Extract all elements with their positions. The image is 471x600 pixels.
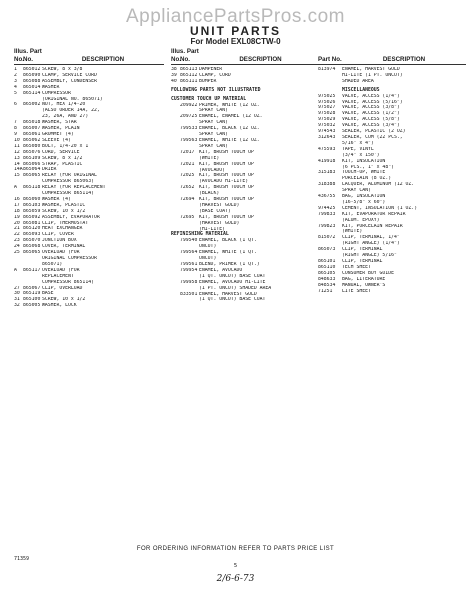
- part-description: COVER, TERMINAL: [42, 244, 86, 250]
- illus-number: 31: [14, 297, 20, 303]
- part-number: 436755: [318, 194, 336, 200]
- part-description: (HI-LITE): [199, 226, 225, 232]
- part-number: 419918: [318, 158, 336, 164]
- part-number: 71251: [318, 288, 333, 294]
- part-description: COMPRESSOR: [42, 90, 71, 96]
- part-description: (HARVEST GOLD): [199, 202, 240, 208]
- part-description: SPRAY CAN): [199, 108, 228, 114]
- part-description: (ALUM. EPOXY): [342, 217, 380, 223]
- part-description: BAG, INSULATION: [342, 194, 386, 200]
- illus-number: 21: [14, 226, 20, 232]
- part-description: SEALER, CUM (22 PCS.,: [342, 134, 403, 140]
- part-number: 799833: [318, 211, 336, 217]
- part-number: 833501: [180, 291, 198, 297]
- part-description: UNCUT): [199, 244, 217, 250]
- part-description: BUMPER: [199, 78, 217, 84]
- part-description: (BLACK): [199, 191, 220, 197]
- part-number: 318388: [318, 182, 336, 188]
- part-description: WASHER (4): [42, 196, 71, 202]
- part-number: 865005: [23, 303, 41, 309]
- part-number: 865065: [23, 173, 41, 179]
- part-number: 975027: [318, 105, 336, 111]
- part-number: 72694: [180, 197, 195, 203]
- part-number: 865064: [23, 167, 41, 173]
- illus-number: 38: [171, 67, 177, 72]
- part-description: ENAMEL, AVOCADO HI-LITE: [199, 279, 266, 285]
- description-header: DESCRIPTION: [81, 55, 125, 63]
- part-description: KIT, BRUSH TOUCH UP: [199, 197, 254, 203]
- section-heading: REFINISHING MATERIAL: [171, 232, 229, 238]
- ordering-footer: FOR ORDERING INFORMATION REFER TO PARTS PRICE LIST: [136, 546, 335, 552]
- part-no-header: No.: [180, 55, 190, 63]
- part-number: 865101: [318, 259, 336, 264]
- part-description: OVERLOAD (FOR: [42, 250, 80, 256]
- part-description: (1 QT. UNCUT) BASE COAT: [199, 297, 266, 303]
- part-number: 312643: [318, 134, 336, 140]
- parts-list: [171, 67, 322, 85]
- parts-list: [171, 103, 322, 233]
- illus-number: 20: [14, 220, 20, 226]
- part-description: REPLACEMENT: [42, 273, 74, 279]
- parts-list: [14, 67, 164, 309]
- part-description: SPRAY CAN): [342, 188, 371, 194]
- part-description: VALVE, ACCESS (5/16"): [342, 99, 403, 105]
- illus-number: 23: [14, 238, 20, 244]
- not-illustrated-note: FOLLOWING PARTS NOT ILLUSTRATED: [171, 87, 261, 93]
- part-description: JUNCTION BOX: [42, 238, 77, 244]
- illus-number: 6: [14, 102, 17, 108]
- part-description: SPRAY CAN): [199, 120, 228, 126]
- table-row: [171, 297, 322, 303]
- part-number: 865070: [23, 238, 41, 244]
- part-description: (ORIGINAL NO. 865071): [42, 96, 103, 102]
- part-description: MANUAL, OWNER'S: [342, 282, 386, 288]
- part-description: (ALSO ORDER 14A, 22,: [42, 108, 100, 114]
- part-number: 72017: [180, 149, 195, 155]
- part-description: NUT, HEX 1/4-20: [42, 102, 86, 108]
- part-description: DRIER: [42, 167, 57, 173]
- part-description: ENAMEL, BLACK (12 OZ.: [199, 126, 260, 132]
- illus-number: A: [14, 267, 17, 273]
- part-number: 865113: [180, 67, 198, 72]
- part-description: LITE SHEET: [342, 288, 371, 294]
- part-description: (1 PT. UNCUT) SHADED AREA: [199, 285, 272, 291]
- part-description: RELAY (FOR REPLACEMENT: [42, 185, 106, 191]
- no-header: No.: [14, 55, 24, 63]
- part-description: BLEND, PRIMER (1 QT.): [199, 262, 260, 267]
- document-code: 71359: [14, 556, 30, 562]
- illus-number: 25: [14, 250, 20, 256]
- part-description: KIT, BRUSH TOUCH UP: [199, 214, 254, 220]
- part-description: CEMENT, INSULATION (1 OZ.): [342, 205, 418, 211]
- illus-number: 40: [171, 78, 177, 84]
- part-description: ENAMEL, BLACK (1 QT.: [199, 238, 257, 244]
- part-description: KIT, EVAPORATOR REPAIR: [342, 211, 406, 217]
- part-description: ENAMEL, HARVEST GOLD: [199, 291, 257, 297]
- part-description: SCREW, 8 x 1/2: [42, 155, 83, 161]
- part-number: 865062: [23, 137, 41, 143]
- parts-column-2: [171, 48, 322, 303]
- part-description: CONSUMER BUY GUIDE: [342, 270, 394, 276]
- part-number: 813974: [318, 67, 336, 72]
- part-description: COMPRESSOR 865114): [42, 191, 94, 197]
- part-description: CLIP, OVERLOAD: [42, 285, 83, 291]
- part-number: 799563: [180, 137, 198, 143]
- part-description: RELAY (FOR ORIGINAL: [42, 173, 97, 179]
- part-description: CLIP, TERMINAL, 1/4": [342, 235, 400, 241]
- part-description: BAG, LITERATURE: [342, 276, 386, 282]
- description-header: DESCRIPTION: [239, 55, 282, 63]
- illus-number: 2: [14, 72, 17, 78]
- parts-column-1: [14, 48, 164, 309]
- part-number: 865120: [23, 226, 41, 232]
- part-number: 865117: [23, 267, 41, 273]
- part-number: 848534: [318, 282, 336, 288]
- page-subtitle: For Model EXL08CTW-0: [190, 37, 281, 46]
- illus-number: A: [14, 185, 17, 191]
- part-description: (WHITE): [199, 155, 220, 161]
- part-number: 865014: [23, 84, 41, 90]
- part-description: SHADED AREA: [342, 78, 374, 84]
- part-description: CORD, SERVICE: [42, 149, 80, 155]
- part-number: 865018: [23, 120, 41, 126]
- part-number: 865061: [23, 131, 41, 137]
- part-description: VALVE, ACCESS (1/4"): [342, 93, 400, 99]
- part-number: 865088: [23, 78, 41, 84]
- column-header: [171, 48, 322, 65]
- part-number: 865111: [180, 78, 198, 84]
- part-number: 865110: [318, 264, 336, 270]
- part-description: VALVE, ACCESS (3/8"): [342, 105, 400, 111]
- part-number: 865090: [23, 72, 41, 78]
- part-description: CLAMP, CORD: [199, 72, 231, 78]
- part-number: 848633: [318, 276, 336, 282]
- part-description: KIT, PORCELAIN REPAIR: [342, 223, 403, 229]
- part-number: 72021: [180, 161, 195, 167]
- section-heading: CUSTOMER TOUCH UP MATERIAL: [171, 96, 247, 102]
- illus-number: 16: [14, 196, 20, 202]
- part-description: COMPRESSOR 865114): [42, 279, 94, 285]
- part-description: ENAMEL, ENAMEL (12 OZ.: [199, 114, 263, 120]
- part-number: 799954: [180, 267, 198, 273]
- part-description: SCREW, 10 x 1/2: [42, 208, 86, 214]
- parts-column-3: [318, 48, 466, 294]
- part-description: ENAMEL, WHITE (1 QT.: [199, 250, 257, 256]
- part-number: 865073: [318, 247, 336, 253]
- part-description: 23, 26A, AND 27): [42, 114, 89, 120]
- part-number: 209922: [180, 102, 198, 108]
- part-description: BASE: [42, 291, 54, 297]
- part-description: VALVE, ACCESS (3/4"): [342, 123, 400, 129]
- part-description: DAMPENER: [199, 67, 223, 72]
- part-description: TAPE, VINYL: [342, 146, 374, 152]
- part-number: 865076: [23, 149, 41, 155]
- part-description: HEAT EXCHANGER: [42, 226, 83, 232]
- illus-number: 17: [14, 202, 20, 208]
- part-description: OVERLOAD (FOR: [42, 267, 80, 273]
- part-number: 865100: [23, 297, 41, 303]
- no-header: No.: [171, 55, 181, 63]
- illus-number: 13: [14, 155, 20, 161]
- part-number: 72025: [180, 173, 195, 179]
- part-description: (RIGHT ANGLE) (1/4"): [342, 241, 400, 247]
- part-number: 865119: [23, 291, 41, 297]
- part-number: 865012: [23, 67, 41, 72]
- part-description: CLAMP, SERVICE CORD: [42, 72, 97, 78]
- description-header: DESCRIPTION: [382, 55, 426, 63]
- part-number: 865114: [23, 90, 41, 96]
- part-number: 815072: [318, 235, 336, 241]
- part-description: CLIP, TERMINAL: [342, 259, 383, 264]
- part-number: 865118: [23, 185, 41, 191]
- handwritten-date: 2/6-6-73: [216, 574, 255, 584]
- table-row: [171, 79, 322, 85]
- part-number: 475593: [318, 146, 336, 152]
- part-number: 209725: [180, 114, 198, 120]
- part-description: STRAP, PLASTIC: [42, 161, 83, 167]
- column-header: [14, 48, 164, 65]
- part-number: [318, 79, 342, 85]
- part-number: 975032: [318, 123, 336, 129]
- part-description: (1 QT. UNCUT) BASE COAT: [199, 273, 266, 279]
- part-number: 799540: [180, 238, 198, 244]
- part-number: 974425: [318, 205, 336, 211]
- illus-number: 24: [14, 244, 20, 250]
- illus-part-header: Illus. Part: [14, 48, 42, 55]
- part-description: (RIGHT ANGLE) 5/16": [342, 253, 397, 259]
- part-number: 72652: [180, 185, 195, 191]
- part-number: 865066: [23, 161, 41, 167]
- illus-number: 10: [14, 137, 20, 143]
- part-description: GROMMET (4): [42, 131, 74, 137]
- part-number: 315183: [318, 170, 336, 176]
- part-number: 865059: [23, 208, 41, 214]
- part-description: CLIP, TERMINAL: [342, 247, 383, 253]
- illus-number: 9: [14, 131, 17, 137]
- illus-number: 32: [14, 303, 20, 309]
- part-description: SEALER, PLASTIC (2 OZ): [342, 129, 406, 135]
- part-description: WASHER: [42, 84, 60, 90]
- part-description: (3/4" x 150'): [342, 152, 380, 158]
- part-no-header: Part No.: [318, 55, 342, 63]
- part-description: 865071): [42, 261, 63, 267]
- illus-number: 3: [14, 78, 17, 84]
- illus-number: 7: [14, 120, 17, 126]
- part-description: SPRAY CAN): [199, 132, 228, 138]
- part-description: TECH SHEET: [342, 264, 371, 270]
- part-number: 975025: [318, 93, 336, 99]
- illus-number: 12: [14, 149, 20, 155]
- part-description: ORIGINAL COMPRESSOR: [42, 256, 97, 261]
- part-number: 865109: [23, 155, 41, 161]
- part-description: (AVOCADO): [199, 167, 225, 173]
- illus-number: 14A: [14, 167, 23, 173]
- part-description: CLIP, COVER: [42, 232, 74, 238]
- part-description: (HARVEST GOLD): [199, 220, 240, 226]
- part-description: BOLT, 1/4-20 x 1: [42, 143, 89, 149]
- part-number: 865007: [23, 126, 41, 132]
- part-number: 865081: [23, 220, 41, 226]
- part-description: CLIP, THERMOSTAT: [42, 220, 89, 226]
- part-number: 865068: [23, 244, 41, 250]
- part-description: (AVOCADO HI-LITE): [199, 179, 249, 185]
- part-number: 865067: [23, 285, 41, 291]
- part-description: KIT, BRUSH TOUCH UP: [199, 173, 254, 179]
- parts-list: [318, 67, 466, 85]
- part-description: ASSEMBLY, EVAPORATOR: [42, 214, 100, 220]
- part-number: 865092: [23, 214, 41, 220]
- part-description: (16-5/8" x 60"): [342, 199, 386, 205]
- illus-part-header: Illus. Part: [171, 48, 199, 55]
- illus-number: 14: [14, 161, 20, 167]
- part-description: KIT, BRUSH TOUCH UP: [199, 149, 254, 155]
- part-number: 865105: [318, 270, 336, 276]
- table-row: [14, 303, 164, 309]
- illus-number: 39: [171, 72, 177, 78]
- table-row: [318, 79, 466, 85]
- part-description: PORCELAIN (8 OZ.): [342, 176, 392, 182]
- part-description: SCREW, 10 x 1/2: [42, 297, 86, 303]
- part-number: 799533: [180, 126, 198, 132]
- table-row: [318, 289, 466, 295]
- part-description: (6 PCS., 1" x 48"): [342, 164, 394, 170]
- part-description: ENAMEL, HARVEST GOLD: [342, 67, 400, 72]
- part-description: SPRAY CAN): [199, 143, 228, 149]
- illus-number: 8: [14, 126, 17, 132]
- illus-number: 27: [14, 285, 20, 291]
- illus-number: 19: [14, 214, 20, 220]
- part-description: PRIMER, WHITE (12 OZ.: [199, 102, 260, 108]
- part-number: [180, 297, 199, 303]
- part-description: KIT, BRUSH TOUCH UP: [199, 161, 254, 167]
- part-description: ASSEMBLY, CONDENSER: [42, 78, 97, 84]
- part-number: 865103: [23, 202, 41, 208]
- illus-number: 1: [14, 67, 17, 72]
- part-number: 865080: [23, 143, 41, 149]
- section-heading: MISCELLANEOUS: [342, 87, 380, 93]
- part-description: SCREW, 8 x 3/8: [42, 67, 83, 72]
- part-number: 799564: [180, 250, 198, 256]
- part-number: 865002: [23, 102, 41, 108]
- illus-number: 5: [14, 90, 17, 96]
- column-header: [318, 48, 466, 65]
- part-number: 865093: [23, 232, 41, 238]
- part-description: KIT, INSULATION: [342, 158, 386, 164]
- part-number: 975026: [318, 99, 336, 105]
- part-description: KIT, BRUSH TOUCH UP: [199, 185, 254, 191]
- parts-list: [171, 238, 322, 303]
- part-description: WASHER, LOCK: [42, 303, 77, 309]
- illus-number: 22: [14, 232, 20, 238]
- part-number: 72695: [180, 214, 195, 220]
- illus-number: 18: [14, 208, 20, 214]
- part-number: 974543: [318, 129, 336, 135]
- part-number: 799561: [180, 262, 198, 267]
- watermark: AppliancePartsPros.com: [125, 6, 346, 27]
- part-description: UNCUT): [199, 256, 217, 262]
- part-description: VALVE, ACCESS (5/8"): [342, 117, 400, 123]
- part-number: 799823: [318, 223, 336, 229]
- part-number: 799958: [180, 279, 198, 285]
- part-description: SLEEVE (4): [42, 137, 71, 143]
- part-description: TOUCH-UP, WHITE: [342, 170, 386, 176]
- part-number: 865065: [23, 250, 41, 256]
- illus-number: 4: [14, 84, 17, 90]
- part-number: 975028: [318, 111, 336, 117]
- part-number: 865112: [180, 72, 198, 78]
- part-number: 865060: [23, 196, 41, 202]
- illus-number: 11: [14, 143, 20, 149]
- part-no-header: No.: [23, 55, 33, 63]
- part-description: LACQUER, ALUMINUM (12 OZ.: [342, 182, 415, 188]
- part-number: 975029: [318, 117, 336, 123]
- part-description: HI-LITE (1 PT. UNCUT): [342, 72, 403, 78]
- page-title: UNIT PARTS: [189, 24, 282, 38]
- illus-number: 15: [14, 173, 20, 179]
- illus-number: [171, 297, 180, 303]
- part-description: ENAMEL, AVOCADO: [199, 267, 243, 273]
- part-description: WASHER, PLAIN: [42, 126, 80, 132]
- part-description: ENAMEL, WHITE (12 OZ.: [199, 137, 260, 143]
- illus-number: 30: [14, 291, 20, 297]
- part-description: VALVE, ACCESS (1/2"): [342, 111, 400, 117]
- part-description: WASHER, STAR: [42, 120, 77, 126]
- part-description: (WHITE): [342, 229, 363, 235]
- part-description: (BASE COAT): [199, 208, 231, 214]
- page-number: 5: [233, 563, 238, 569]
- parts-list: [318, 94, 466, 295]
- part-description: 5/16" x 4"): [342, 140, 374, 146]
- part-description: WASHER, PLASTIC: [42, 202, 86, 208]
- part-description: COMPRESSOR 865063): [42, 179, 94, 185]
